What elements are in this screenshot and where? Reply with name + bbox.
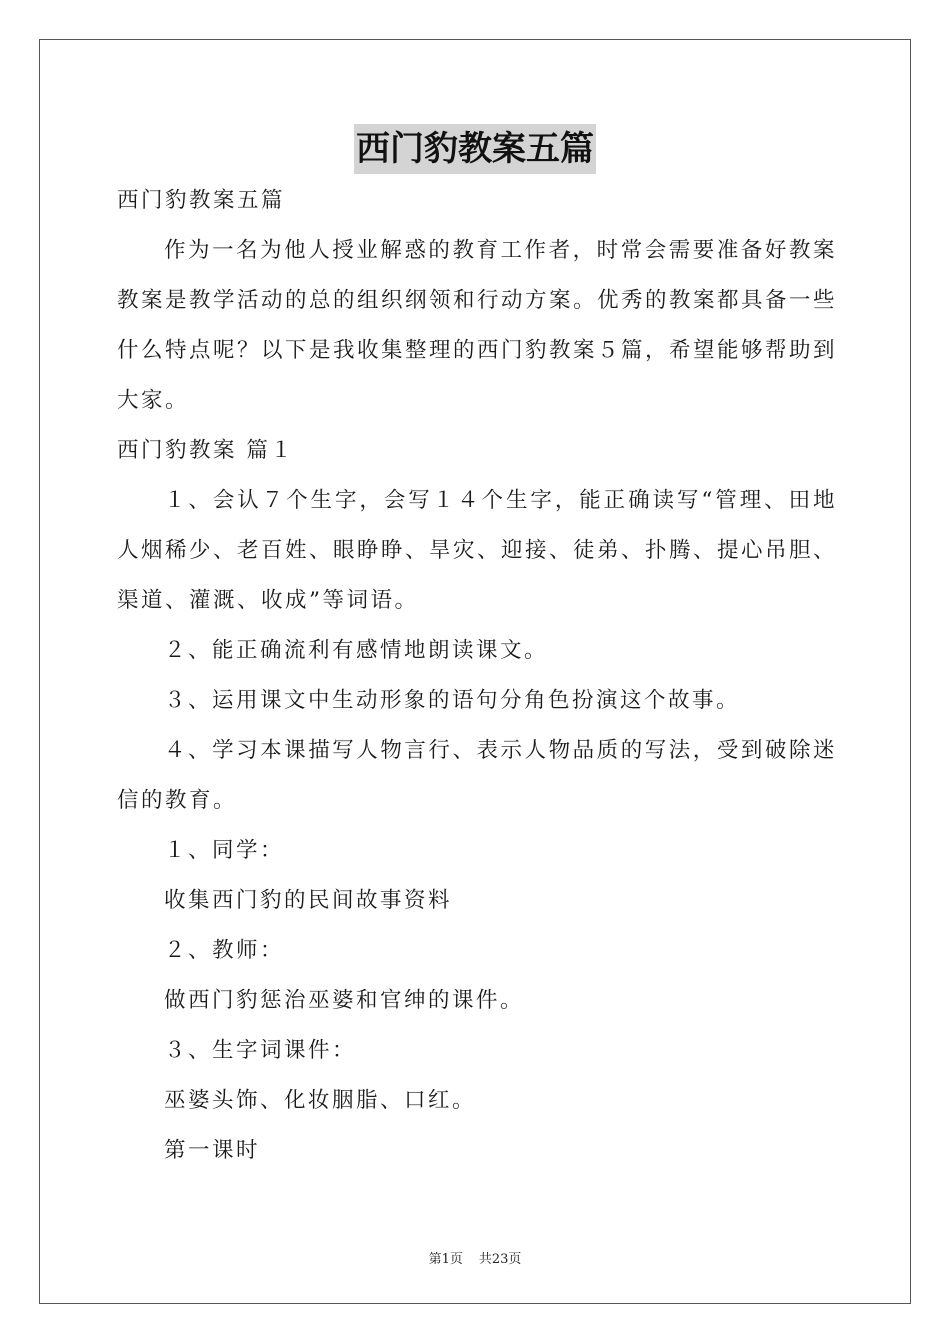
document-body bbox=[117, 176, 837, 1176]
document-title: 西门豹教案五篇 bbox=[354, 124, 596, 174]
objective-item: ４、学习本课描写人物言行、表示人物品质的写法，受到破除迷信的教育。 bbox=[117, 738, 837, 813]
paragraph-subtitle: 西门豹教案五篇 bbox=[117, 188, 286, 213]
page-total: 共23页 bbox=[478, 1252, 522, 1267]
page-footer bbox=[0, 1248, 950, 1267]
objective-item: １、会认７个生字，会写１４个生字，能正确读写“管理、田地人烟稀少、老百姓、眼睁睁、旱灾、迎接、徒弟、扑腾、提心吊胆、渠道、灌溉、收成”等词语。 bbox=[117, 488, 838, 613]
paragraph-intro: 作为一名为他人授业解惑的教育工作者，时常会需要准备好教案教案是教学活动的总的组织纲领和行动方案。优秀的教案都具备一些什么特点呢？以下是我收集整理的西门豹教案５篇，希望能够帮助到大家。 bbox=[117, 238, 838, 413]
prep-detail: 收集西门豹的民间故事资料 bbox=[164, 888, 453, 913]
prep-heading: ３、生字词课件： bbox=[164, 1038, 357, 1063]
section-heading: 西门豹教案 篇１ bbox=[117, 438, 295, 463]
prep-detail: 做西门豹惩治巫婆和官绅的课件。 bbox=[164, 988, 525, 1013]
objective-item: ３、运用课文中生动形象的语句分角色扮演这个故事。 bbox=[164, 688, 741, 713]
page-number: 第1页 bbox=[428, 1252, 463, 1267]
prep-detail: 巫婆头饰、化妆胭脂、口红。 bbox=[164, 1088, 477, 1113]
lesson-heading: 第一课时 bbox=[164, 1138, 261, 1163]
title-wrap bbox=[0, 124, 950, 174]
prep-heading: １、同学： bbox=[164, 838, 285, 863]
prep-heading: ２、教师： bbox=[164, 938, 285, 963]
objective-item: ２、能正确流利有感情地朗读课文。 bbox=[164, 638, 549, 663]
